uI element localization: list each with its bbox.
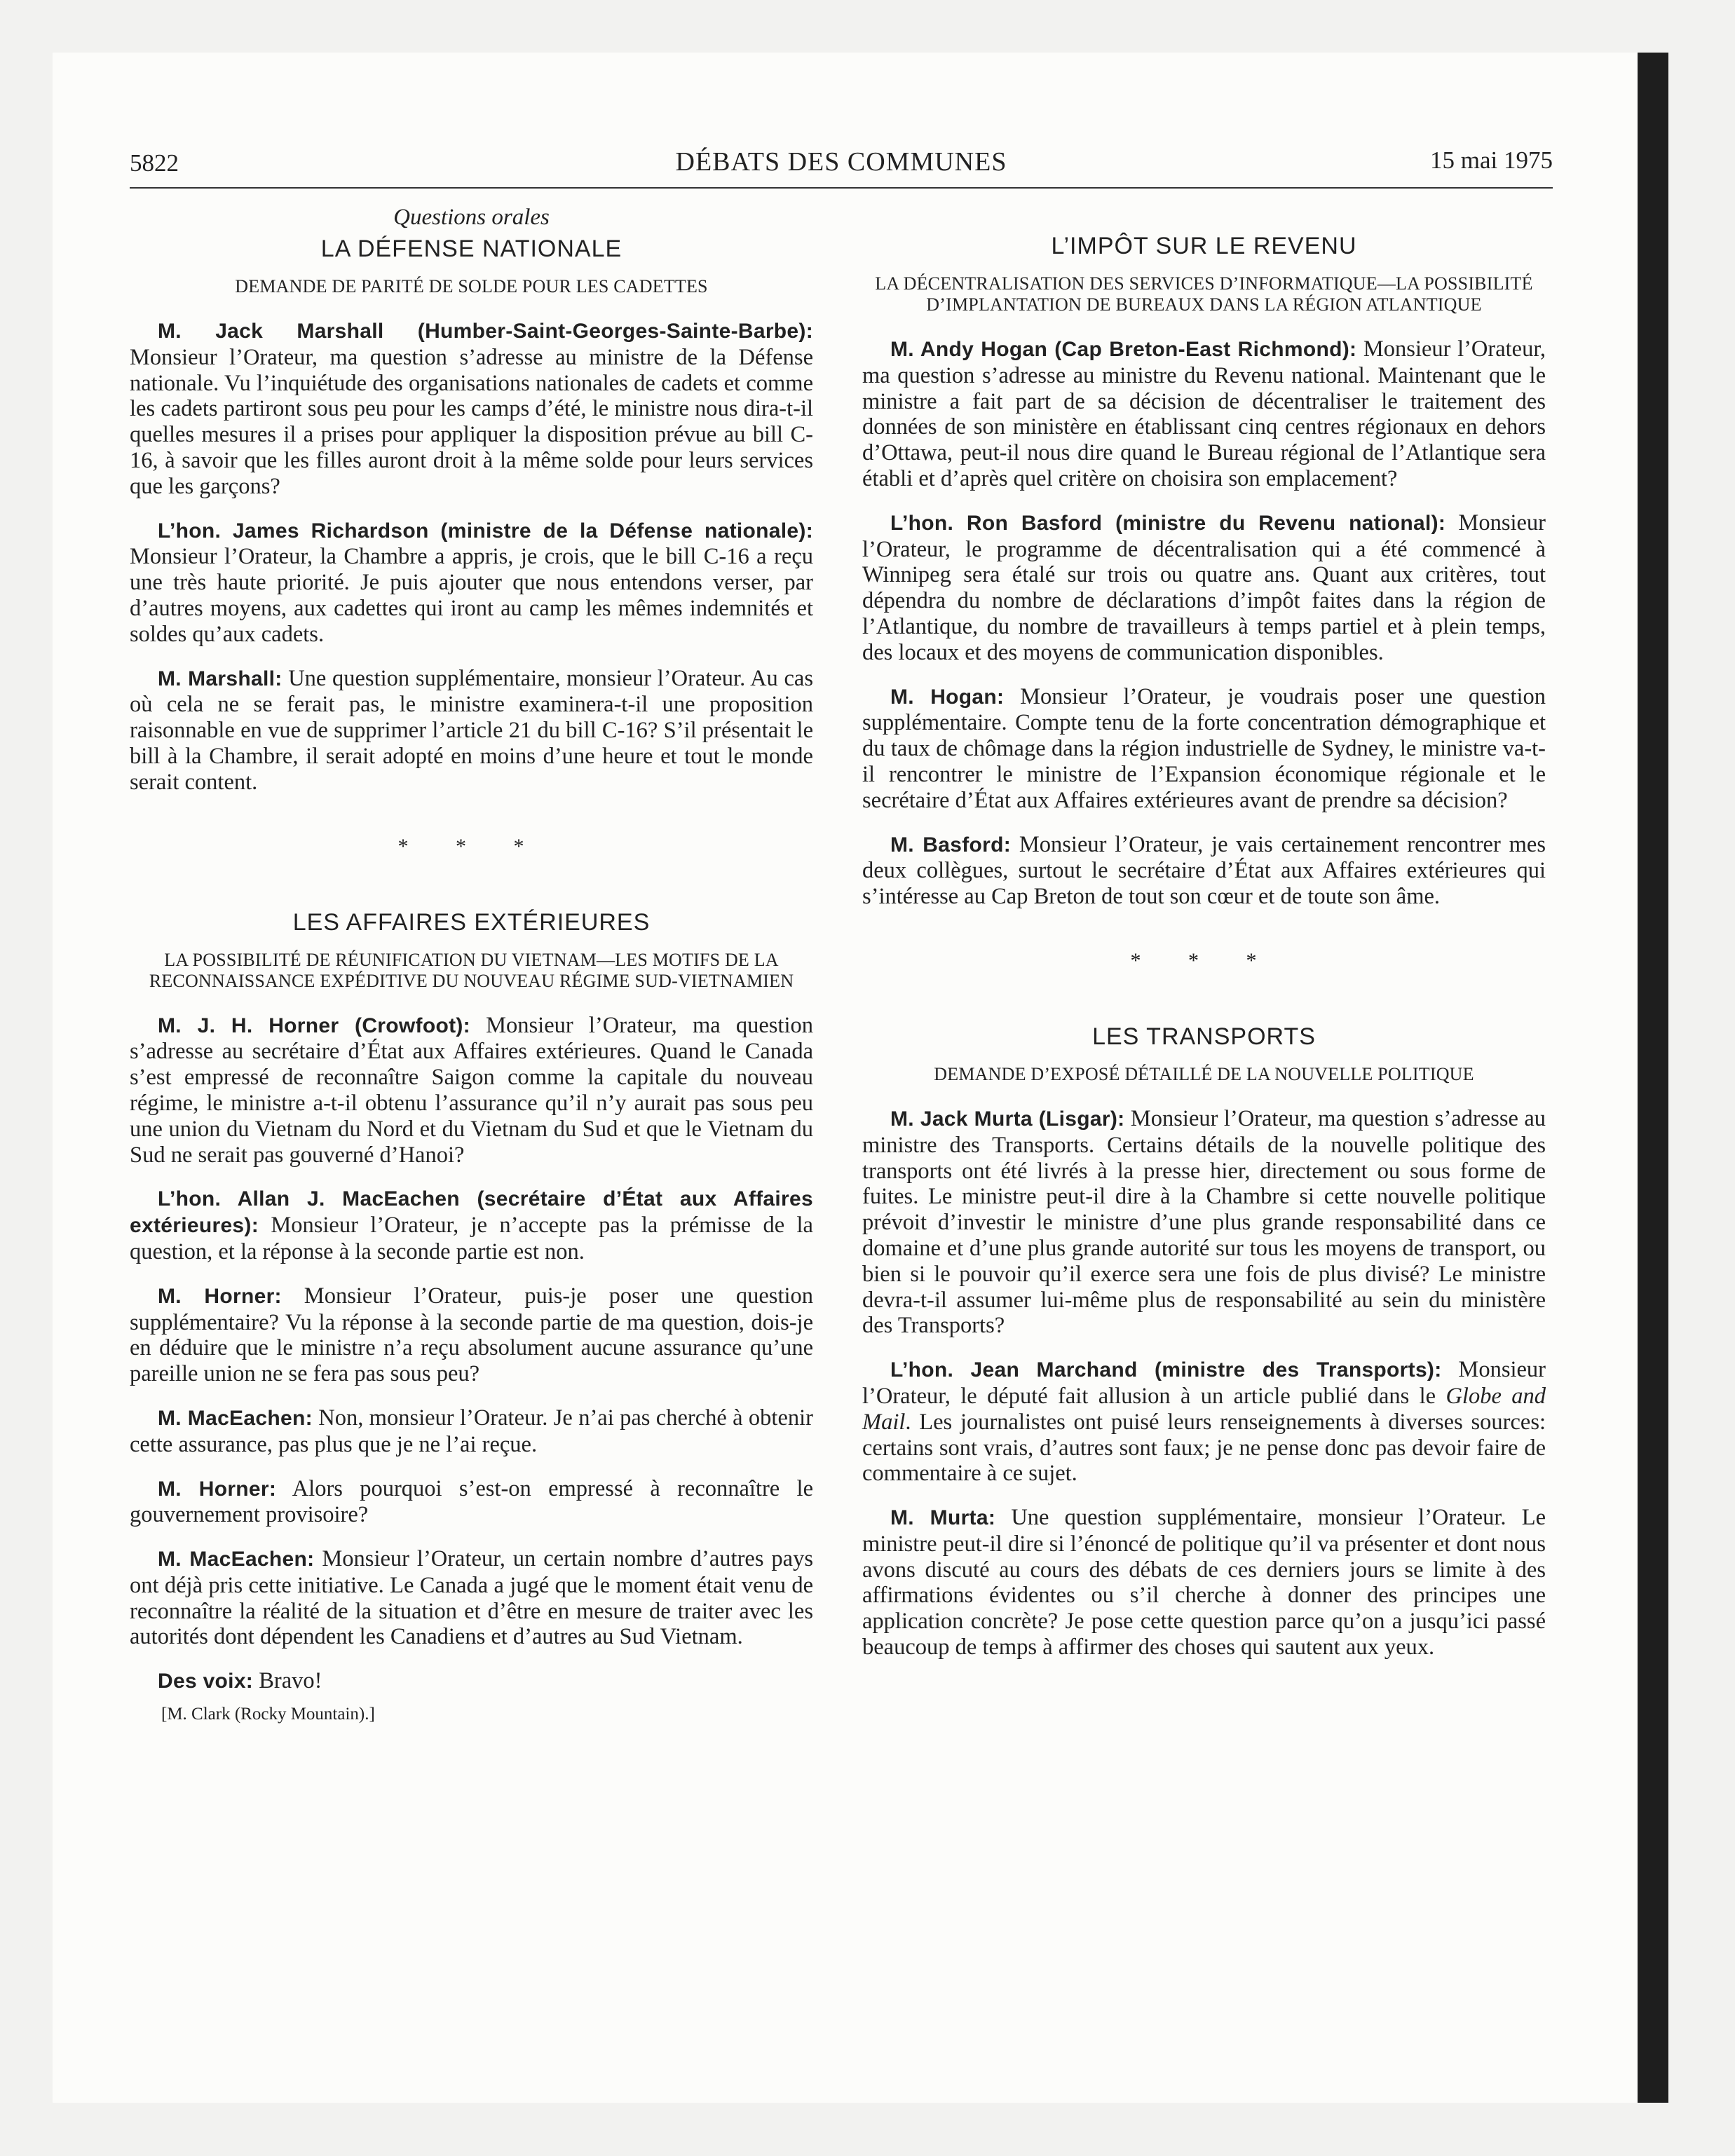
- speaker-name: M. Horner:: [158, 1284, 282, 1308]
- speaker-change-note: [M. Clark (Rocky Mountain).]: [161, 1705, 375, 1724]
- speech-text: Monsieur l’Orateur, ma question s’adresse au ministre de la Défense nationale. Vu l’inquiétude des organisations nationales de cadets et comme les cadets partiront sous peu pour les camps d’été, le ministre nous dira-t-il quelles mesures il a prises pour appliquer la disposition prévue au bill C-16, à savoir que les filles auront droit à la même solde pour leurs services que les garçons?: [130, 344, 813, 499]
- section-separator: * * *: [1130, 948, 1278, 972]
- speech-text: Non, monsieur l’Orateur. Je n’ai pas cherché à obtenir cette assurance, pas plus que je ne l’ai reçue.: [130, 1405, 813, 1457]
- section-separator: * * *: [397, 834, 545, 858]
- speaker-name: M. Jack Murta (Lisgar):: [890, 1107, 1125, 1131]
- speech-paragraph: [130, 1186, 813, 1264]
- speech-text: Monsieur l’Orateur, un certain nombre d’autres pays ont déjà pris cette initiative. Le Canada a jugé que le moment était venu de reconnaître la réalité de la situation et d’être en mesure de traiter avec les autorités dont dépendent les Canadiens et d’autres au Sud Vietnam.: [130, 1546, 813, 1650]
- section-heading: L’IMPÔT SUR LE REVENU: [1051, 233, 1357, 259]
- scan-edge-shadow: [1638, 53, 1668, 2103]
- speech-paragraph: [130, 1546, 813, 1650]
- section-subtitle: Questions orales: [393, 205, 550, 230]
- speech-paragraph: [130, 1668, 813, 1695]
- speaker-name: M. Jack Marshall (Humber-Saint-Georges-Sainte-Barbe):: [158, 320, 813, 343]
- speech-paragraph: [130, 666, 813, 796]
- speech-text: Monsieur l’Orateur, je voudrais poser une question supplémentaire. Compte tenu de la forte concentration démographique et du taux de chômage dans la région industrielle de Sydney, le ministre va-t-il rencontrer le ministre de l’Expansion économique régionale et le secrétaire d’État aux Affaires extérieures avant de prendre sa décision?: [862, 683, 1546, 813]
- speech-paragraph: [862, 832, 1546, 910]
- speaker-name: L’hon. James Richardson (ministre de la Défense nationale):: [158, 519, 813, 543]
- speech-text: Monsieur l’Orateur, la Chambre a appris, je crois, que le bill C-16 a reçu une très haute priorité. Je puis ajouter que nous entendons verser, par d’autres moyens, aux cadettes qui iront au camp les mêmes indemnités et soldes qu’aux cadets.: [130, 544, 813, 647]
- speech-text: Monsieur l’Orateur, puis-je poser une question supplémentaire? Vu la réponse à la seconde partie de ma question, dois-je en déduire que le ministre n’a reçu absolument aucune assurance qu’une pareille union ne se fera pas sous peu?: [130, 1283, 814, 1387]
- newspaper-title: Globe and Mail: [862, 1383, 1546, 1435]
- page-header: [130, 144, 1553, 189]
- speech-text: Alors pourquoi s’est-on empressé à reconnaître le gouvernement provisoire?: [130, 1475, 813, 1528]
- rubric: LA POSSIBILITÉ DE RÉUNIFICATION DU VIETNAM—LES MOTIFS DE LA RECONNAISSANCE EXPÉDITIVE DU NOUVEAU RÉGIME SUD-VIETNAMIEN: [149, 949, 794, 991]
- speech-paragraph: [862, 336, 1546, 492]
- speaker-name: L’hon. Ron Basford (ministre du Revenu national):: [890, 511, 1446, 535]
- speech-text: Monsieur l’Orateur, je n’accepte pas la prémisse de la question, et la réponse à la seconde partie est non.: [130, 1213, 813, 1264]
- page-number: 5822: [130, 149, 179, 177]
- speech-paragraph: [130, 1476, 813, 1529]
- section-heading: LES AFFAIRES EXTÉRIEURES: [292, 908, 651, 936]
- speech-text: Une question supplémentaire, monsieur l’Orateur. Au cas où cela ne se ferait pas, le ministre examinera-t-il une proposition raisonnable en vue de supprimer l’article 21 du bill C-16? S’il présentait le bill à la Chambre, il serait adopté en moins d’une heure et tout le monde serait content.: [130, 665, 813, 795]
- publication-date: 15 mai 1975: [1430, 146, 1553, 174]
- speech-paragraph: [862, 510, 1546, 666]
- speech-paragraph: [130, 1283, 813, 1387]
- section-heading: LES TRANSPORTS: [1092, 1023, 1316, 1050]
- speaker-name: L’hon. Allan J. MacEachen (secrétaire d’État aux Affaires extérieures):: [130, 1187, 813, 1238]
- speech-text: Monsieur l’Orateur, le député fait allusion à un article publié dans le: [862, 1357, 1546, 1409]
- speech-text: Monsieur l’Orateur, ma question s’adresse au ministre des Transports. Certains détails de la nouvelle politique des transports ont été livrés à la presse hier, directement ou sous forme de fuites. Le ministre peut-il dire à la Chambre si cette nouvelle politique prévoit d’investir le ministre d’une plus grande responsabilité dans ce domaine et d’une plus grande autorité sur tous les moyens de transport, ou bien si le pouvoir qu’il exerce sera une fois de plus divisé? Le ministre devra-t-il assumer lui-même plus de responsabilité au sein du ministère des Transports?: [862, 1105, 1546, 1339]
- speaker-name: M. Horner:: [158, 1477, 277, 1501]
- speaker-name: M. Andy Hogan (Cap Breton-East Richmond):: [890, 338, 1357, 361]
- speaker-name: Des voix:: [158, 1670, 254, 1693]
- rubric: LA DÉCENTRALISATION DES SERVICES D’INFORMATIQUE—LA POSSIBILITÉ D’IMPLANTATION DE BUREAUX DANS LA RÉGION ATLANTIQUE: [875, 273, 1533, 315]
- speech-text: Une question supplémentaire, monsieur l’Orateur. Le ministre peut-il dire si l’énoncé de politique qu’il va présenter et dont nous avons discuté au cours des débats de ces derniers jours se limite à des affirmations évidentes ou s’il cherche à donner des principes une application concrète? Je pose cette question parce qu’on a jusqu’ici passé beaucoup de temps à affirmer des choses qui sautent aux yeux.: [862, 1505, 1546, 1660]
- speech-paragraph: [130, 1013, 813, 1168]
- left-column: [130, 203, 813, 1724]
- speaker-name: M. Marshall:: [158, 667, 283, 690]
- speaker-name: M. Murta:: [890, 1506, 996, 1530]
- rubric: DEMANDE DE PARITÉ DE SOLDE POUR LES CADETTES: [235, 276, 708, 296]
- speech-paragraph: [862, 1357, 1546, 1487]
- speaker-name: M. J. H. Horner (Crowfoot):: [158, 1014, 470, 1037]
- speech-paragraph: [862, 1505, 1546, 1660]
- speech-text: Monsieur l’Orateur, je vais certainement rencontrer mes deux collègues, surtout le secrétaire d’État aux Affaires extérieures qui s’intéresse au Cap Breton de tout son cœur et de toute son âme.: [862, 831, 1546, 910]
- speech-paragraph: [862, 684, 1546, 814]
- speech-paragraph: [130, 318, 813, 500]
- speech-paragraph: [130, 518, 813, 648]
- speech-paragraph: [862, 1106, 1546, 1339]
- publication-title: DÉBATS DES COMMUNES: [675, 147, 1007, 177]
- speaker-name: L’hon. Jean Marchand (ministre des Transports):: [890, 1358, 1442, 1382]
- speaker-name: M. Basford:: [890, 833, 1012, 857]
- speaker-name: M. MacEachen:: [158, 1406, 313, 1430]
- speech-text: Bravo!: [253, 1668, 322, 1694]
- speaker-name: M. Hogan:: [890, 685, 1005, 709]
- right-column: [862, 203, 1546, 1660]
- speech-text: Monsieur l’Orateur, le programme de décentralisation qui a été commencé à Winnipeg sera étalé sur trois ou quatre ans. Quant aux critères, tout dépendra du nombre de déclarations d’impôt faites dans la région de l’Atlantique, du nombre de travailleurs à temps partiel et à plein temps, des locaux et des moyens de communication disponibles.: [862, 510, 1546, 665]
- section-heading: LA DÉFENSE NATIONALE: [320, 236, 622, 262]
- speech-text: Monsieur l’Orateur, ma question s’adresse au secrétaire d’État aux Affaires extérieures. Quand le Canada s’est empressé de reconnaître Saigon comme la capitale du nouveau régime, le ministre a-t-il obtenu l’assurance qu’il n’y aurait pas sous peu une union du Vietnam du Nord et du Vietnam du Sud et que le Vietnam du Sud ne serait pas gouverné d’Hanoi?: [130, 1012, 813, 1168]
- speech-text: . Les journalistes ont puisé leurs renseignements à diverses sources: certains sont vrais, d’autres sont faux; je ne pense donc pas devoir faire de commentaire à ce sujet.: [862, 1409, 1546, 1487]
- rubric: DEMANDE D’EXPOSÉ DÉTAILLÉ DE LA NOUVELLE POLITIQUE: [934, 1063, 1474, 1084]
- speech-text: Monsieur l’Orateur, ma question s’adresse au ministre du Revenu national. Maintenant que le ministre a fait part de sa décision de décentraliser le traitement des données de son ministère en établissant cinq centres régionaux en dehors d’Ottawa, peut-il nous dire quand le Bureau régional de l’Atlantique sera établi et d’après quel critère on choisira son emplacement?: [862, 336, 1546, 491]
- speaker-name: M. MacEachen:: [158, 1548, 315, 1571]
- speech-paragraph: [130, 1405, 813, 1458]
